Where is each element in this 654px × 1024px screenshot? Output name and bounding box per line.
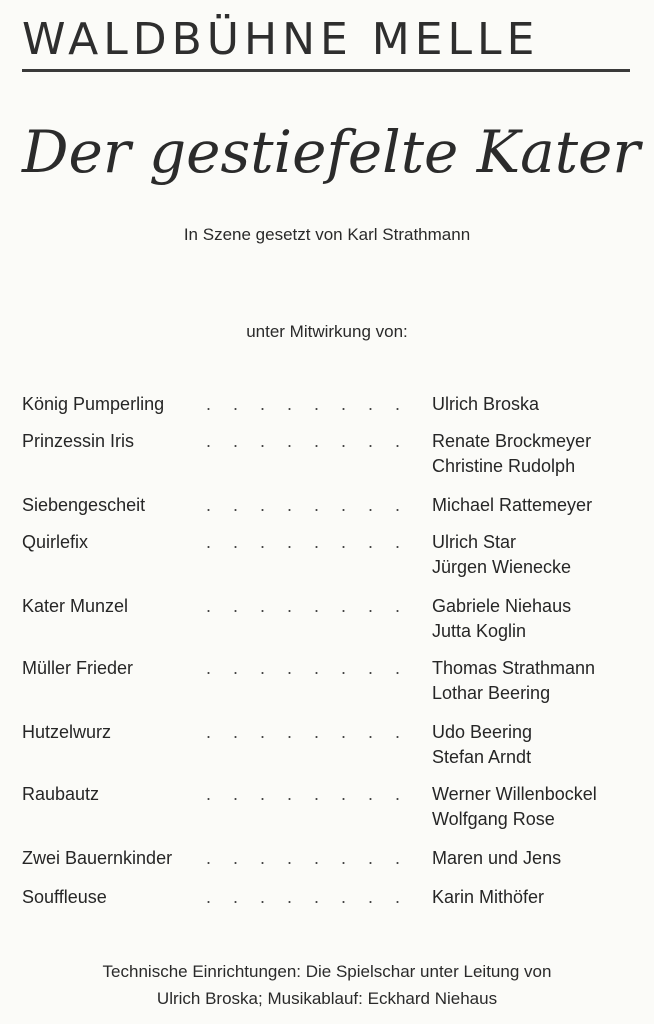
technical-credits-line-2: Ulrich Broska; Musikablauf: Eckhard Niehaus xyxy=(156,989,498,1008)
technical-credits xyxy=(0,958,654,1012)
actor-name: Udo Beering xyxy=(432,722,533,742)
cast-actors xyxy=(432,594,632,644)
actor-name: Maren und Jens xyxy=(432,848,562,868)
cast-intro: unter Mitwirkung von: xyxy=(246,322,408,341)
cast-role: Müller Frieder xyxy=(22,658,134,678)
cast-actors xyxy=(432,656,632,706)
cast-actors xyxy=(432,846,632,871)
actor-name: Michael Rattemeyer xyxy=(432,495,593,515)
cast-actors xyxy=(432,392,632,417)
director-credit: In Szene gesetzt von Karl Strathmann xyxy=(183,225,471,244)
technical-credits-line-1: Technische Einrichtungen: Die Spielschar unter Leitung von xyxy=(102,962,552,981)
actor-name: Stefan Arndt xyxy=(432,747,532,767)
actor-name: Wolfgang Rose xyxy=(432,809,555,829)
actor-name: Gabriele Niehaus xyxy=(432,596,572,616)
cast-row xyxy=(22,530,632,580)
actor-name: Lothar Beering xyxy=(432,683,551,703)
actor-name: Karin Mithöfer xyxy=(432,887,545,907)
cast-role: Zwei Bauernkinder xyxy=(22,848,173,868)
theater-name: WALDBÜHNE MELLE xyxy=(22,14,540,65)
cast-row xyxy=(22,429,632,479)
cast-role: Prinzessin Iris xyxy=(22,431,135,451)
cast-role: Siebengescheit xyxy=(22,495,146,515)
leader-dots: ........ xyxy=(206,596,423,616)
cast-row xyxy=(22,392,632,417)
actor-name: Thomas Strathmann xyxy=(432,658,596,678)
cast-actors xyxy=(432,493,632,518)
cast-role: König Pumperling xyxy=(22,394,165,414)
actor-name: Jürgen Wienecke xyxy=(432,557,572,577)
cast-role: Raubautz xyxy=(22,784,100,804)
leader-dots: ........ xyxy=(206,658,423,678)
leader-dots: ........ xyxy=(206,394,423,414)
leader-dots: ........ xyxy=(206,848,423,868)
cast-row xyxy=(22,656,632,706)
actor-name: Werner Willenbockel xyxy=(432,784,597,804)
cast-actors xyxy=(432,885,632,910)
cast-list xyxy=(22,392,632,910)
leader-dots: ........ xyxy=(206,887,423,907)
actor-name: Ulrich Star xyxy=(432,532,517,552)
cast-role: Souffleuse xyxy=(22,887,107,907)
leader-dots: ........ xyxy=(206,532,423,552)
actor-name: Renate Brockmeyer xyxy=(432,431,592,451)
cast-actors xyxy=(432,530,632,580)
cast-role: Kater Munzel xyxy=(22,596,129,616)
actor-name: Ulrich Broska xyxy=(432,394,540,414)
play-title: Der gestiefelte Kater xyxy=(22,118,641,186)
header-rule xyxy=(22,69,630,72)
cast-actors xyxy=(432,782,632,832)
cast-actors xyxy=(432,720,632,770)
cast-role: Quirlefix xyxy=(22,532,89,552)
cast-row xyxy=(22,493,632,518)
leader-dots: ........ xyxy=(206,722,423,742)
leader-dots: ........ xyxy=(206,431,423,451)
leader-dots: ........ xyxy=(206,784,423,804)
actor-name: Christine Rudolph xyxy=(432,456,576,476)
cast-actors xyxy=(432,429,632,479)
cast-row xyxy=(22,594,632,644)
leader-dots: ........ xyxy=(206,495,423,515)
cast-row xyxy=(22,782,632,832)
cast-row xyxy=(22,846,632,871)
actor-name: Jutta Koglin xyxy=(432,621,527,641)
cast-row xyxy=(22,720,632,770)
cast-row xyxy=(22,885,632,910)
cast-role: Hutzelwurz xyxy=(22,722,112,742)
